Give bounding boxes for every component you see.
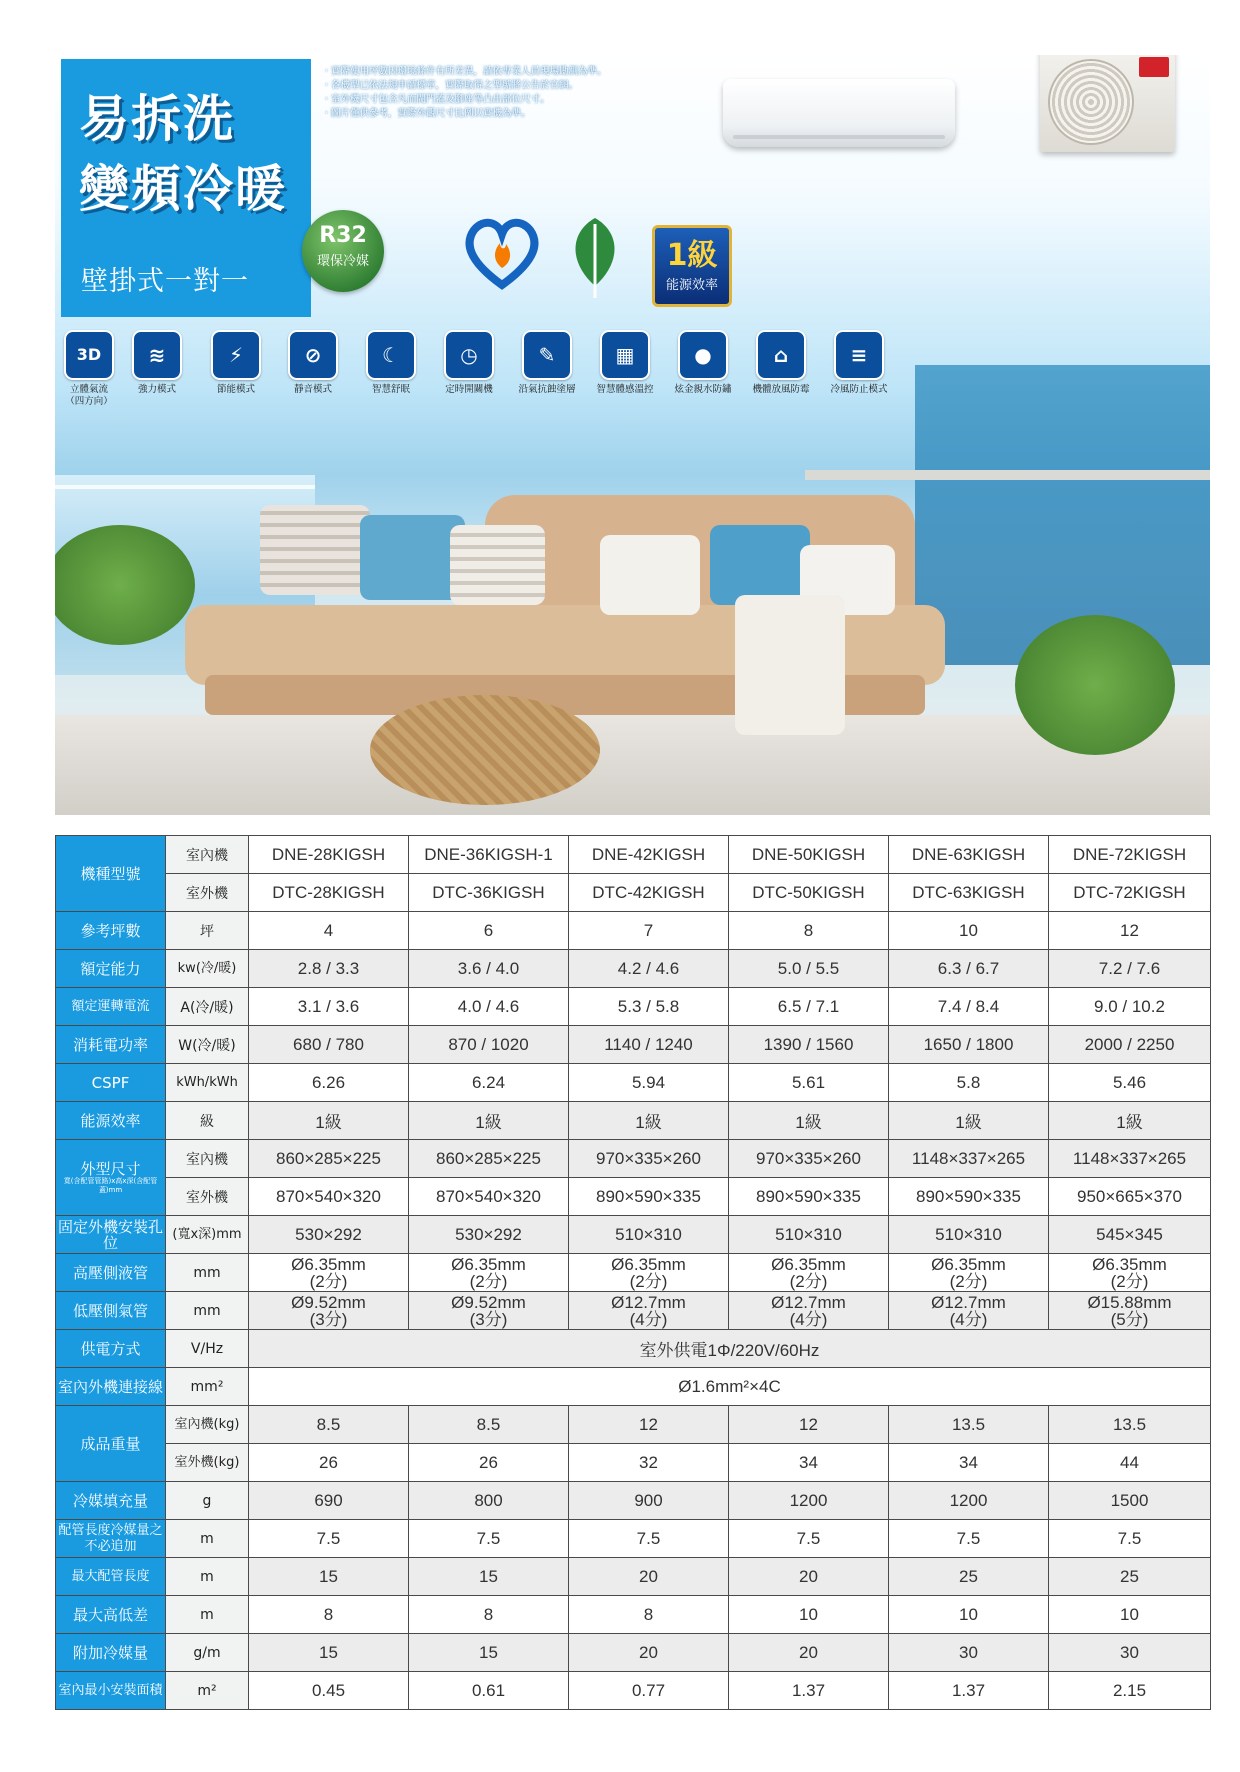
gas-pipe-header: 低壓側氣管 bbox=[56, 1292, 166, 1330]
outdoor-model: DTC-72KIGSH bbox=[1049, 874, 1211, 912]
feature-smart-sensing: ▦ 智慧體感溫控 bbox=[585, 330, 665, 396]
spec-value: 6.24 bbox=[409, 1064, 569, 1102]
weight-outdoor: 32 bbox=[569, 1444, 729, 1482]
spec-value: 12 bbox=[1049, 912, 1211, 950]
weight-outdoor: 34 bbox=[729, 1444, 889, 1482]
power-value: 室外供電1Φ/220V/60Hz bbox=[249, 1330, 1211, 1368]
dimension-outdoor: 870×540×320 bbox=[249, 1178, 409, 1216]
spec-value: 4.2 / 4.6 bbox=[569, 950, 729, 988]
spec-rows-b bbox=[56, 1482, 1211, 1710]
anti-corrosion-coating-icon: ✎ bbox=[522, 330, 572, 380]
liquid-pipe-fraction: (2分) bbox=[1110, 1271, 1149, 1291]
row-header: 參考坪數 bbox=[56, 912, 166, 950]
weight-header: 成品重量 bbox=[56, 1406, 166, 1482]
mount-hole: 510×310 bbox=[729, 1216, 889, 1254]
weight-indoor: 8.5 bbox=[249, 1406, 409, 1444]
spec-value: 20 bbox=[569, 1558, 729, 1596]
plant-right bbox=[1015, 615, 1175, 755]
gas-pipe-value bbox=[569, 1292, 729, 1330]
indoor-model: DNE-63KIGSH bbox=[889, 836, 1049, 874]
dimension-outdoor: 890×590×335 bbox=[889, 1178, 1049, 1216]
gas-pipe-size: Ø12.7mm bbox=[931, 1292, 1006, 1312]
wiring-unit: mm² bbox=[166, 1368, 249, 1406]
spec-value: 7.5 bbox=[729, 1520, 889, 1558]
row-header: 室內最小安裝面積 bbox=[56, 1672, 166, 1710]
model-header: 機種型號 bbox=[56, 836, 166, 912]
spec-value: 10 bbox=[889, 912, 1049, 950]
spec-value: 6 bbox=[409, 912, 569, 950]
wall-shelf bbox=[805, 470, 1210, 480]
row-header: 消耗電功率 bbox=[56, 1026, 166, 1064]
cold-wind-prevention-icon: ≡ bbox=[834, 330, 884, 380]
weight-indoor: 13.5 bbox=[889, 1406, 1049, 1444]
liquid-pipe-fraction: (2分) bbox=[629, 1271, 668, 1291]
gas-pipe-fraction: (4分) bbox=[949, 1309, 988, 1329]
feature-hydrophilic-fin: ● 炫金親水防鏽 bbox=[663, 330, 743, 396]
row-unit: m bbox=[166, 1596, 249, 1634]
dimensions-outdoor-label: 室外機 bbox=[166, 1178, 249, 1216]
dimension-indoor: 860×285×225 bbox=[249, 1140, 409, 1178]
spec-value: 5.0 / 5.5 bbox=[729, 950, 889, 988]
row-header: CSPF bbox=[56, 1064, 166, 1102]
mount-hole: 510×310 bbox=[889, 1216, 1049, 1254]
spec-value: 7.4 / 8.4 bbox=[889, 988, 1049, 1026]
title-line-1: 易拆洗 bbox=[79, 90, 235, 148]
outdoor-model: DTC-63KIGSH bbox=[889, 874, 1049, 912]
liquid-pipe-fraction: (2分) bbox=[469, 1271, 508, 1291]
pillow-striped-2 bbox=[450, 525, 545, 605]
feature-anti-corrosion: ✎ 沿氣抗蝕塗層 bbox=[507, 330, 587, 396]
spec-value: 2000 / 2250 bbox=[1049, 1026, 1211, 1064]
liquid-pipe-value bbox=[1049, 1254, 1211, 1292]
dimensions-header: 外型尺寸 寬(含配管管路)x高x深(含配管蓋)mm bbox=[56, 1140, 166, 1216]
spec-value: 0.77 bbox=[569, 1672, 729, 1710]
dimensions-indoor-label: 室內機 bbox=[166, 1140, 249, 1178]
row-unit: 坪 bbox=[166, 912, 249, 950]
spec-value: 10 bbox=[729, 1596, 889, 1634]
spec-value: 8 bbox=[729, 912, 889, 950]
spec-value: 5.3 / 5.8 bbox=[569, 988, 729, 1026]
spec-value: 8 bbox=[569, 1596, 729, 1634]
dimension-indoor: 860×285×225 bbox=[409, 1140, 569, 1178]
spec-value: 7 bbox=[569, 912, 729, 950]
spec-value: 7.5 bbox=[249, 1520, 409, 1558]
indoor-unit-image bbox=[723, 79, 955, 147]
weight-indoor: 8.5 bbox=[409, 1406, 569, 1444]
row-header: 配管長度冷媒量之不必追加 bbox=[56, 1520, 166, 1558]
mount-hole: 530×292 bbox=[249, 1216, 409, 1254]
gas-pipe-size: Ø12.7mm bbox=[611, 1292, 686, 1312]
indoor-label: 室內機 bbox=[166, 836, 249, 874]
spec-value: 1.37 bbox=[729, 1672, 889, 1710]
feature-smart-sleep: ☾ 智慧舒眠 bbox=[351, 330, 431, 396]
weight-outdoor-unit: 室外機(kg) bbox=[166, 1444, 249, 1482]
spec-value: 1級 bbox=[569, 1102, 729, 1140]
row-unit: m bbox=[166, 1520, 249, 1558]
wiring-header: 室內外機連接線 bbox=[56, 1368, 166, 1406]
power-header: 供電方式 bbox=[56, 1330, 166, 1368]
pillow-white bbox=[600, 535, 700, 615]
outdoor-model: DTC-36KIGSH bbox=[409, 874, 569, 912]
outdoor-model: DTC-42KIGSH bbox=[569, 874, 729, 912]
note: · 各機型已依法規申請標章，實際取得之型號將公告於官網。 bbox=[325, 79, 607, 93]
strong-mode-icon: ≋ bbox=[132, 330, 182, 380]
liquid-pipe-header: 高壓側液管 bbox=[56, 1254, 166, 1292]
row-unit: m² bbox=[166, 1672, 249, 1710]
gas-pipe-value bbox=[889, 1292, 1049, 1330]
spec-value: 690 bbox=[249, 1482, 409, 1520]
gas-pipe-size: Ø15.88mm bbox=[1087, 1292, 1172, 1312]
spec-value: 1級 bbox=[729, 1102, 889, 1140]
spec-value: 1390 / 1560 bbox=[729, 1026, 889, 1064]
weight-indoor: 13.5 bbox=[1049, 1406, 1211, 1444]
spec-value: 1級 bbox=[1049, 1102, 1211, 1140]
liquid-pipe-fraction: (2分) bbox=[789, 1271, 828, 1291]
gas-pipe-value bbox=[729, 1292, 889, 1330]
indoor-model: DNE-72KIGSH bbox=[1049, 836, 1211, 874]
spec-value: 7.5 bbox=[889, 1520, 1049, 1558]
spec-value: 10 bbox=[1049, 1596, 1211, 1634]
spec-value: 3.6 / 4.0 bbox=[409, 950, 569, 988]
spec-value: 15 bbox=[409, 1558, 569, 1596]
spec-value: 8 bbox=[409, 1596, 569, 1634]
spec-value: 4.0 / 4.6 bbox=[409, 988, 569, 1026]
indoor-model: DNE-36KIGSH-1 bbox=[409, 836, 569, 874]
spec-value: 25 bbox=[1049, 1558, 1211, 1596]
gas-pipe-value bbox=[249, 1292, 409, 1330]
fan-grille bbox=[1048, 59, 1134, 145]
row-unit: A(冷/暖) bbox=[166, 988, 249, 1026]
spec-value: 20 bbox=[729, 1634, 889, 1672]
gas-pipe-value bbox=[409, 1292, 569, 1330]
spec-value: 30 bbox=[889, 1634, 1049, 1672]
spec-value: 15 bbox=[249, 1558, 409, 1596]
spec-value: 25 bbox=[889, 1558, 1049, 1596]
row-header: 冷媒填充量 bbox=[56, 1482, 166, 1520]
spec-value: 1級 bbox=[409, 1102, 569, 1140]
row-header: 最大配管長度 bbox=[56, 1558, 166, 1596]
spec-value: 3.1 / 3.6 bbox=[249, 988, 409, 1026]
indoor-model: DNE-42KIGSH bbox=[569, 836, 729, 874]
energy-saving-mode-icon: ⚡ bbox=[211, 330, 261, 380]
liquid-pipe-size: Ø6.35mm bbox=[771, 1254, 846, 1274]
spec-value: 7.2 / 7.6 bbox=[1049, 950, 1211, 988]
wiring-value: Ø1.6mm²×4C bbox=[249, 1368, 1211, 1406]
spec-table bbox=[55, 835, 1211, 1710]
liquid-pipe-value bbox=[889, 1254, 1049, 1292]
hero-banner bbox=[55, 55, 1210, 815]
indoor-model: DNE-28KIGSH bbox=[249, 836, 409, 874]
note: · 圖片僅供參考，實際外觀尺寸比例以實機為準。 bbox=[325, 107, 607, 121]
liquid-pipe-size: Ø6.35mm bbox=[931, 1254, 1006, 1274]
dimension-outdoor: 890×590×335 bbox=[569, 1178, 729, 1216]
pillow-striped bbox=[260, 505, 370, 595]
smart-sleep-icon: ☾ bbox=[366, 330, 416, 380]
indoor-model: DNE-50KIGSH bbox=[729, 836, 889, 874]
spec-value: 10 bbox=[889, 1596, 1049, 1634]
dimension-indoor: 1148×337×265 bbox=[889, 1140, 1049, 1178]
feature-strong-mode: ≋ 強力模式 bbox=[117, 330, 197, 396]
pillow-blue-2 bbox=[710, 525, 810, 605]
spec-value: 1級 bbox=[889, 1102, 1049, 1140]
row-unit: m bbox=[166, 1558, 249, 1596]
spec-value: 30 bbox=[1049, 1634, 1211, 1672]
liquid-pipe-size: Ø6.35mm bbox=[1092, 1254, 1167, 1274]
dimension-outdoor: 870×540×320 bbox=[409, 1178, 569, 1216]
pipe-rows bbox=[56, 1254, 1211, 1330]
spec-value: 1650 / 1800 bbox=[889, 1026, 1049, 1064]
mount-hole: 530×292 bbox=[409, 1216, 569, 1254]
outdoor-unit-image bbox=[1040, 55, 1175, 152]
spec-value: 15 bbox=[249, 1634, 409, 1672]
spec-value: 2.15 bbox=[1049, 1672, 1211, 1710]
feature-timer: ◷ 定時開關機 bbox=[429, 330, 509, 396]
liquid-pipe-value bbox=[249, 1254, 409, 1292]
spec-value: 6.3 / 6.7 bbox=[889, 950, 1049, 988]
spec-value: 5.61 bbox=[729, 1064, 889, 1102]
note: · 實際使用坪數因環境條件有所差異，請依專業人員現場勘測為準。 bbox=[325, 65, 607, 79]
spec-value: 870 / 1020 bbox=[409, 1026, 569, 1064]
spec-value: 1.37 bbox=[889, 1672, 1049, 1710]
row-unit: W(冷/暖) bbox=[166, 1026, 249, 1064]
feature-cold-wind-prevention: ≡ 冷風防止模式 bbox=[819, 330, 899, 396]
gas-pipe-unit: mm bbox=[166, 1292, 249, 1330]
outdoor-model: DTC-28KIGSH bbox=[249, 874, 409, 912]
gas-pipe-fraction: (3分) bbox=[469, 1309, 508, 1329]
power-unit: V/Hz bbox=[166, 1330, 249, 1368]
weight-indoor: 12 bbox=[729, 1406, 889, 1444]
spec-value: 900 bbox=[569, 1482, 729, 1520]
dimension-outdoor: 890×590×335 bbox=[729, 1178, 889, 1216]
weight-outdoor: 34 bbox=[889, 1444, 1049, 1482]
weight-indoor: 12 bbox=[569, 1406, 729, 1444]
smart-sensing-remote-icon: ▦ bbox=[600, 330, 650, 380]
anti-mildew-icon: ⌂ bbox=[756, 330, 806, 380]
weight-indoor-unit: 室內機(kg) bbox=[166, 1406, 249, 1444]
spec-value: 20 bbox=[729, 1558, 889, 1596]
brand-badge bbox=[1139, 57, 1169, 77]
spec-value: 4 bbox=[249, 912, 409, 950]
spec-value: 7.5 bbox=[569, 1520, 729, 1558]
disclaimer-notes bbox=[325, 65, 607, 121]
feature-energy-saving: ⚡ 節能模式 bbox=[196, 330, 276, 396]
spec-value: 5.8 bbox=[889, 1064, 1049, 1102]
outdoor-model: DTC-50KIGSH bbox=[729, 874, 889, 912]
row-unit: kWh/kWh bbox=[166, 1064, 249, 1102]
row-unit: kw(冷/暖) bbox=[166, 950, 249, 988]
timer-icon: ◷ bbox=[444, 330, 494, 380]
balcony-railing bbox=[55, 485, 315, 489]
3d-airflow-icon: 3D bbox=[64, 330, 114, 380]
woven-pouf bbox=[370, 695, 600, 805]
liquid-pipe-size: Ø6.35mm bbox=[291, 1254, 366, 1274]
spec-value: 9.0 / 10.2 bbox=[1049, 988, 1211, 1026]
spec-value: 6.5 / 7.1 bbox=[729, 988, 889, 1026]
spec-value: 2.8 / 3.3 bbox=[249, 950, 409, 988]
liquid-pipe-fraction: (2分) bbox=[949, 1271, 988, 1291]
row-header: 額定能力 bbox=[56, 950, 166, 988]
liquid-pipe-value bbox=[409, 1254, 569, 1292]
heart-flame-icon bbox=[460, 210, 545, 295]
spec-value: 7.5 bbox=[409, 1520, 569, 1558]
mount-holes-unit: (寬x深)mm bbox=[166, 1216, 249, 1254]
liquid-pipe-unit: mm bbox=[166, 1254, 249, 1292]
spec-value: 20 bbox=[569, 1634, 729, 1672]
feature-silent-mode: ⊘ 靜音模式 bbox=[273, 330, 353, 396]
mount-holes-header: 固定外機安裝孔位 bbox=[56, 1216, 166, 1254]
spec-value: 1140 / 1240 bbox=[569, 1026, 729, 1064]
weight-outdoor: 44 bbox=[1049, 1444, 1211, 1482]
mount-hole: 545×345 bbox=[1049, 1216, 1211, 1254]
row-header: 最大高低差 bbox=[56, 1596, 166, 1634]
spec-value: 5.94 bbox=[569, 1064, 729, 1102]
feature-3d-airflow: 3D 立體氣流 （四方向） bbox=[55, 330, 129, 408]
spec-rows-a bbox=[56, 912, 1211, 1140]
spec-value: 7.5 bbox=[1049, 1520, 1211, 1558]
liquid-pipe-size: Ø6.35mm bbox=[611, 1254, 686, 1274]
gas-pipe-fraction: (4分) bbox=[789, 1309, 828, 1329]
note: · 室外機尺寸包含凡而閥門蓋及腳座等凸出部位尺寸。 bbox=[325, 93, 607, 107]
liquid-pipe-size: Ø6.35mm bbox=[451, 1254, 526, 1274]
liquid-pipe-value bbox=[569, 1254, 729, 1292]
dimension-indoor: 970×335×260 bbox=[569, 1140, 729, 1178]
spec-value: 15 bbox=[409, 1634, 569, 1672]
row-unit: g/m bbox=[166, 1634, 249, 1672]
row-header: 附加冷媒量 bbox=[56, 1634, 166, 1672]
dimension-indoor: 1148×337×265 bbox=[1049, 1140, 1211, 1178]
gas-pipe-value bbox=[1049, 1292, 1211, 1330]
liquid-pipe-fraction: (2分) bbox=[309, 1271, 348, 1291]
gas-pipe-fraction: (3分) bbox=[309, 1309, 348, 1329]
weight-outdoor: 26 bbox=[249, 1444, 409, 1482]
row-unit: 級 bbox=[166, 1102, 249, 1140]
row-unit: g bbox=[166, 1482, 249, 1520]
weight-outdoor: 26 bbox=[409, 1444, 569, 1482]
green-leaf-icon bbox=[560, 210, 630, 300]
throw-blanket bbox=[735, 595, 845, 735]
subtitle: 壁掛式一對一 bbox=[81, 266, 249, 297]
dimension-outdoor: 950×665×370 bbox=[1049, 1178, 1211, 1216]
energy-level-1-badge: 1級 能源效率 bbox=[652, 225, 732, 307]
r32-refrigerant-badge: R32 環保冷媒 bbox=[302, 210, 384, 292]
feature-anti-mildew: ⌂ 機體放風防霉 bbox=[741, 330, 821, 396]
title-box bbox=[61, 59, 311, 317]
row-header: 能源效率 bbox=[56, 1102, 166, 1140]
spec-value: 680 / 780 bbox=[249, 1026, 409, 1064]
gas-pipe-size: Ø9.52mm bbox=[451, 1292, 526, 1312]
spec-value: 800 bbox=[409, 1482, 569, 1520]
gas-pipe-fraction: (5分) bbox=[1110, 1309, 1149, 1329]
hydrophilic-fin-icon: ● bbox=[678, 330, 728, 380]
spec-value: 8 bbox=[249, 1596, 409, 1634]
spec-value: 1200 bbox=[729, 1482, 889, 1520]
spec-value: 0.45 bbox=[249, 1672, 409, 1710]
spec-value: 6.26 bbox=[249, 1064, 409, 1102]
silent-mode-icon: ⊘ bbox=[288, 330, 338, 380]
spec-value: 5.46 bbox=[1049, 1064, 1211, 1102]
mount-hole: 510×310 bbox=[569, 1216, 729, 1254]
spec-value: 1級 bbox=[249, 1102, 409, 1140]
gas-pipe-size: Ø9.52mm bbox=[291, 1292, 366, 1312]
outdoor-label: 室外機 bbox=[166, 874, 249, 912]
gas-pipe-size: Ø12.7mm bbox=[771, 1292, 846, 1312]
row-header: 額定運轉電流 bbox=[56, 988, 166, 1026]
liquid-pipe-value bbox=[729, 1254, 889, 1292]
spec-value: 1200 bbox=[889, 1482, 1049, 1520]
spec-value: 1500 bbox=[1049, 1482, 1211, 1520]
spec-value: 0.61 bbox=[409, 1672, 569, 1710]
gas-pipe-fraction: (4分) bbox=[629, 1309, 668, 1329]
dimension-indoor: 970×335×260 bbox=[729, 1140, 889, 1178]
title-line-2: 變頻冷暖 bbox=[79, 160, 287, 218]
